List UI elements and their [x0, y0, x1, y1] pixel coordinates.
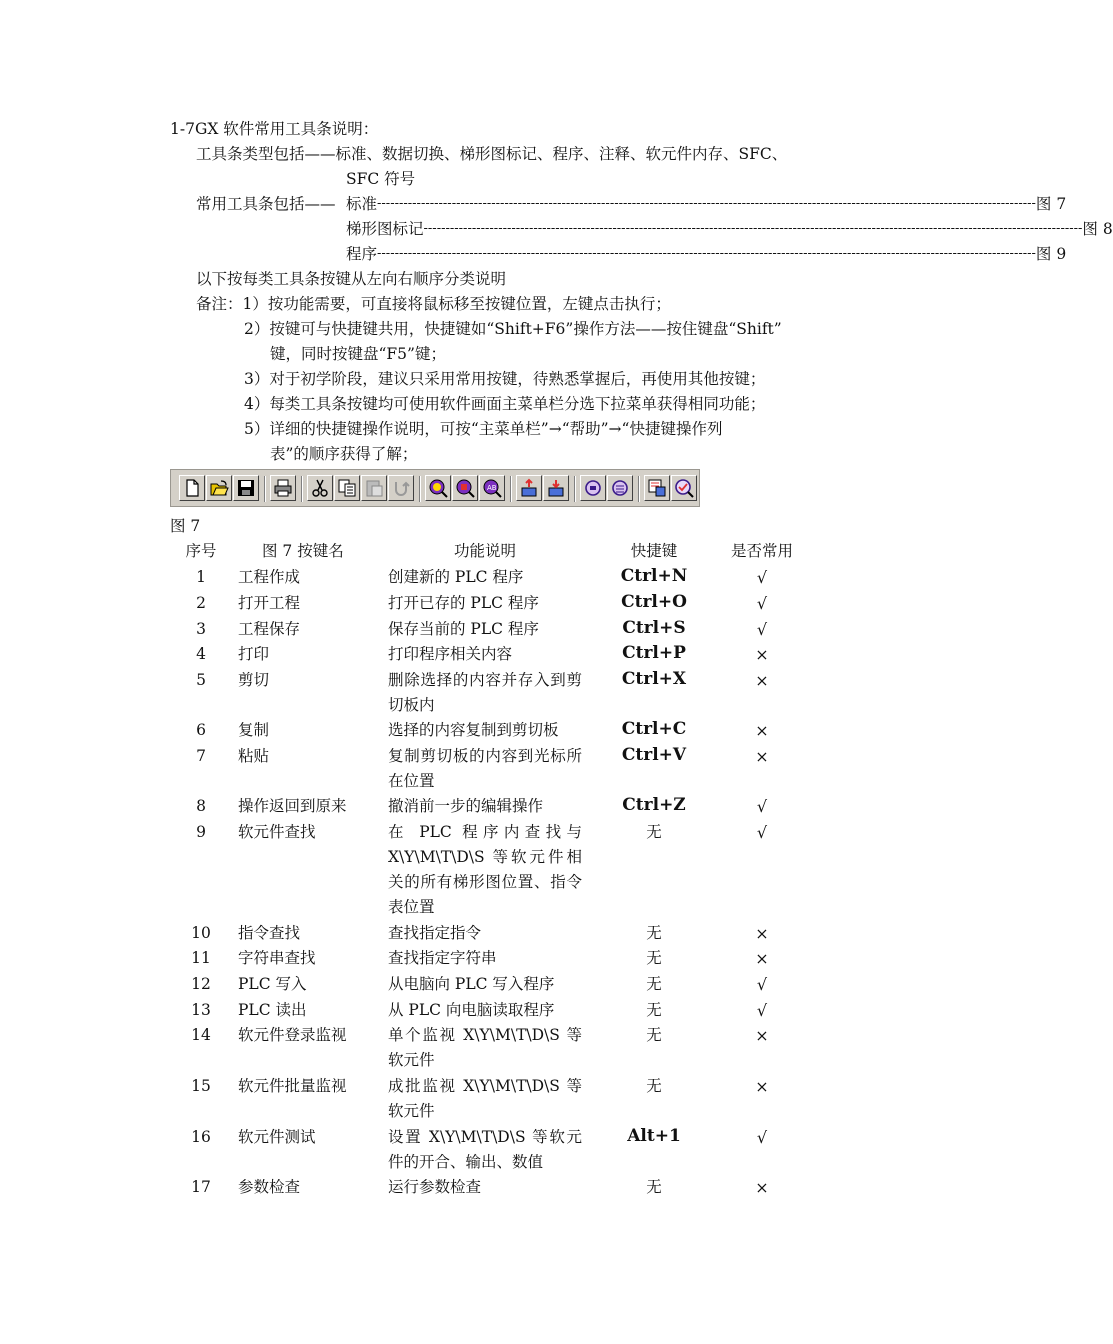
row-key: 无 — [646, 975, 662, 993]
common-item-figure: 图 7 — [1035, 195, 1067, 213]
row-no: 5 — [196, 671, 206, 689]
row-key: 无 — [646, 1178, 662, 1196]
print-icon[interactable] — [270, 475, 296, 501]
cut-icon[interactable] — [307, 475, 333, 501]
row-key: Alt+1 — [627, 1126, 681, 1146]
open-project-icon[interactable] — [206, 475, 232, 501]
row-desc: 从电脑向 PLC 写入程序 — [388, 975, 555, 993]
row-use: √ — [756, 975, 768, 994]
note-3: 3）对于初学阶段，建议只采用常用按键，待熟悉掌握后，再使用其他按键； — [244, 370, 766, 388]
row-name: 字符串查找 — [238, 949, 316, 967]
row-key: 无 — [646, 1026, 662, 1044]
row-name: 复制 — [238, 721, 270, 739]
note-2-continued: 键，同时按键盘“F5”键； — [270, 345, 446, 363]
entry-monitor-icon[interactable] — [580, 475, 606, 501]
common-item-figure: 图 8 — [1082, 220, 1113, 238]
row-use: √ — [756, 568, 768, 587]
row-name: 打印 — [238, 645, 270, 663]
common-item-program — [346, 244, 1067, 264]
row-name: 指令查找 — [238, 924, 301, 942]
string-search-icon[interactable] — [479, 475, 505, 501]
row-use: √ — [756, 620, 768, 639]
toolbar-separator — [264, 476, 266, 502]
common-item-label: 程序 — [346, 245, 378, 263]
row-key: Ctrl+X — [621, 669, 687, 689]
row-no: 10 — [191, 924, 211, 942]
common-toolbar-prefix: 常用工具条包括—— — [196, 195, 336, 213]
row-desc: 删除选择的内容并存入到剪切板内 — [388, 671, 582, 714]
undo-icon[interactable] — [388, 475, 414, 501]
standard-toolbar — [170, 469, 700, 507]
row-no: 17 — [191, 1178, 211, 1196]
row-desc: 成批监视 X\Y\M\T\D\S 等软元件 — [388, 1077, 582, 1120]
note-4: 4）每类工具条按键均可使用软件画面主菜单栏分选下拉菜单获得相同功能； — [244, 395, 766, 413]
header-key: 快捷键 — [630, 542, 678, 560]
row-no: 9 — [196, 823, 206, 841]
row-key: Ctrl+Z — [622, 795, 686, 815]
header-use: 是否常用 — [730, 542, 793, 560]
toolbar-types-line: 工具条类型包括——标准、数据切换、梯形图标记、程序、注释、软元件内存、SFC、 — [196, 145, 788, 163]
note-5-continued: 表”的顺序获得了解； — [270, 445, 418, 463]
row-no: 14 — [191, 1026, 211, 1044]
toolbar-types-line-continued: SFC 符号 — [346, 170, 416, 188]
row-name: 打开工程 — [238, 594, 301, 612]
row-no: 6 — [196, 721, 206, 739]
row-no: 2 — [196, 594, 206, 612]
common-item-label: 梯形图标记 — [346, 220, 424, 238]
note-2: 2）按键可与快捷键共用，快捷键如“Shift+F6”操作方法——按住键盘“Shift” — [244, 320, 782, 338]
row-use: × — [755, 671, 769, 690]
row-key: 无 — [646, 1001, 662, 1019]
instruction-search-icon[interactable] — [452, 475, 478, 501]
row-key: Ctrl+S — [622, 618, 686, 638]
row-no: 15 — [191, 1077, 211, 1095]
row-desc: 打印程序相关内容 — [388, 645, 513, 663]
row-name: 工程保存 — [238, 620, 301, 638]
common-item-label: 标准 — [346, 195, 378, 213]
row-name: 软元件批量监视 — [238, 1077, 347, 1095]
row-name: 软元件测试 — [238, 1128, 316, 1146]
toolbar-separator — [510, 476, 512, 502]
row-use: × — [755, 1178, 769, 1197]
figure-caption: 图 7 — [170, 517, 201, 535]
plc-write-icon[interactable] — [516, 475, 542, 501]
row-use: × — [755, 1077, 769, 1096]
note-1: 备注：1）按功能需要，可直接将鼠标移至按键位置，左键点击执行； — [196, 295, 671, 313]
row-desc: 在 PLC 程序内查找与 X\Y\M\T\D\S 等软元件相关的所有梯形图位置、指令表位置 — [388, 823, 582, 916]
row-no: 13 — [191, 1001, 211, 1019]
row-desc: 运行参数检查 — [388, 1178, 482, 1196]
row-use: √ — [756, 1001, 768, 1020]
leader-dashes: ------------------------------------------------------------------------------------------------------------------------------------------------------ — [377, 246, 1036, 261]
device-test-icon[interactable] — [644, 475, 670, 501]
row-name: 软元件查找 — [238, 823, 316, 841]
new-project-icon[interactable] — [179, 475, 205, 501]
row-name: 参数检查 — [238, 1178, 301, 1196]
row-name: PLC 读出 — [238, 1001, 307, 1019]
row-use: × — [755, 1026, 769, 1045]
row-desc: 创建新的 PLC 程序 — [388, 568, 524, 586]
row-no: 11 — [191, 949, 211, 967]
device-search-icon[interactable] — [425, 475, 451, 501]
row-desc: 查找指定字符串 — [388, 949, 497, 967]
row-use: × — [755, 721, 769, 740]
row-use: × — [755, 747, 769, 766]
row-name: 粘贴 — [238, 747, 270, 765]
row-desc: 查找指定指令 — [388, 924, 482, 942]
row-use: × — [755, 924, 769, 943]
header-desc: 功能说明 — [453, 542, 516, 560]
save-project-icon[interactable] — [233, 475, 259, 501]
svg-text:AB: AB — [487, 484, 497, 492]
toolbar-separator — [638, 476, 640, 502]
row-no: 16 — [191, 1128, 211, 1146]
toolbar-separator — [301, 476, 303, 502]
row-use: × — [755, 645, 769, 664]
row-key: 无 — [646, 823, 662, 841]
row-key: Ctrl+N — [620, 566, 688, 586]
row-key: 无 — [646, 1077, 662, 1095]
row-no: 4 — [196, 645, 206, 663]
row-desc: 打开已存的 PLC 程序 — [388, 594, 539, 612]
batch-monitor-icon[interactable] — [607, 475, 633, 501]
row-name: 工程作成 — [238, 568, 301, 586]
row-key: Ctrl+O — [621, 592, 687, 612]
intro-text: 以下按每类工具条按键从左向右顺序分类说明 — [196, 270, 507, 288]
row-desc: 选择的内容复制到剪切板 — [388, 721, 559, 739]
row-use: × — [755, 949, 769, 968]
row-name: 操作返回到原来 — [238, 797, 347, 815]
parameter-check-icon[interactable] — [671, 475, 697, 501]
row-no: 8 — [196, 797, 206, 815]
row-key: 无 — [646, 949, 662, 967]
row-use: √ — [756, 823, 768, 842]
toolbar-separator — [419, 476, 421, 502]
header-name: 图 7 按键名 — [262, 542, 344, 560]
toolbar-separator — [574, 476, 576, 502]
common-item-ladder — [346, 219, 1113, 239]
leader-dashes: ------------------------------------------------------------------------------------------------------------------------------------------------------ — [377, 196, 1036, 211]
row-key: Ctrl+C — [621, 719, 687, 739]
row-use: √ — [756, 797, 768, 816]
row-no: 7 — [196, 747, 206, 765]
row-desc: 保存当前的 PLC 程序 — [388, 620, 539, 638]
row-desc: 单个监视 X\Y\M\T\D\S 等软元件 — [388, 1026, 582, 1069]
common-item-figure: 图 9 — [1035, 245, 1067, 263]
leader-dashes: ------------------------------------------------------------------------------------------------------------------------------------------------------ — [423, 221, 1083, 236]
row-name: 剪切 — [238, 671, 270, 689]
row-name: PLC 写入 — [238, 975, 307, 993]
row-key: Ctrl+V — [621, 745, 687, 765]
row-no: 1 — [196, 568, 206, 586]
header-no: 序号 — [185, 542, 217, 560]
note-5: 5）详细的快捷键操作说明，可按“主菜单栏”→“帮助”→“快捷键操作列 — [244, 420, 723, 438]
row-use: √ — [756, 594, 768, 613]
row-key: 无 — [646, 924, 662, 942]
paste-icon[interactable] — [361, 475, 387, 501]
section-heading: 1-7GX 软件常用工具条说明： — [170, 120, 379, 138]
row-name: 软元件登录监视 — [238, 1026, 347, 1044]
row-key: Ctrl+P — [622, 643, 686, 663]
row-desc: 撤消前一步的编辑操作 — [388, 797, 544, 815]
plc-read-icon[interactable] — [543, 475, 569, 501]
row-desc: 从 PLC 向电脑读取程序 — [388, 1001, 555, 1019]
copy-icon[interactable] — [334, 475, 360, 501]
row-desc: 复制剪切板的内容到光标所在位置 — [388, 747, 582, 790]
common-item-standard — [346, 194, 1067, 214]
row-no: 3 — [196, 620, 206, 638]
row-desc: 设置 X\Y\M\T\D\S 等软元件的开合、输出、数值 — [388, 1128, 582, 1171]
row-use: √ — [756, 1128, 768, 1147]
row-no: 12 — [191, 975, 211, 993]
